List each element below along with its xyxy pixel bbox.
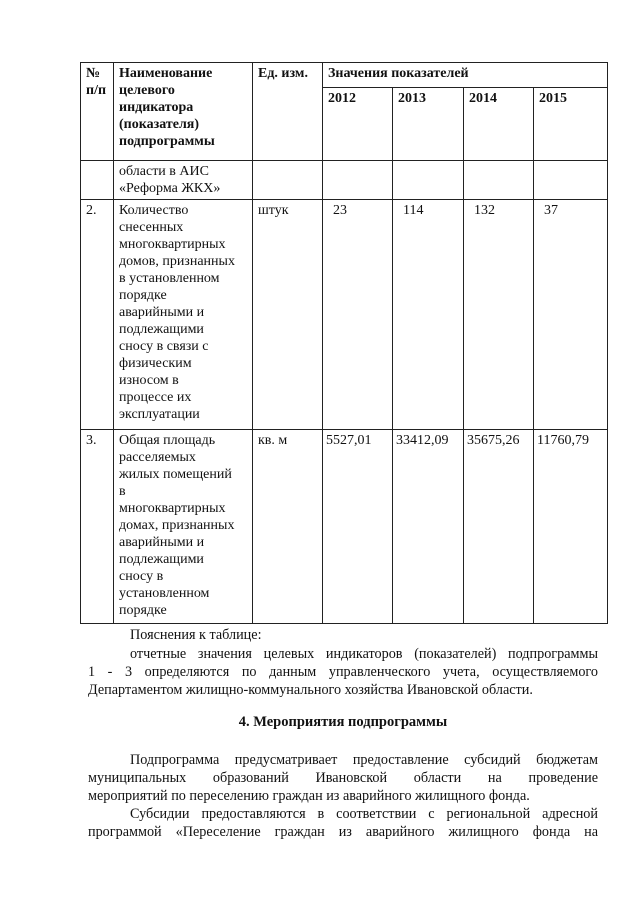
row-value (323, 161, 393, 200)
paragraph-line: Субсидии предоставляются в соответствии с региональной адресной (130, 806, 598, 822)
row-unit (253, 161, 323, 200)
notes-line: отчетные значения целевых индикаторов (показателей) подпрограммы (130, 646, 598, 662)
row-num: 2. (81, 200, 114, 430)
header-year: 2013 (393, 88, 464, 161)
row-value: 114 (393, 200, 464, 430)
row-value: 37 (534, 200, 608, 430)
row-value (534, 161, 608, 200)
row-unit: кв. м (253, 430, 323, 624)
header-year: 2015 (534, 88, 608, 161)
header-values: Значения показателей (323, 63, 608, 88)
table-row (81, 430, 608, 624)
row-num (81, 161, 114, 200)
header-num: № п/п (81, 63, 114, 161)
table-row (81, 200, 608, 430)
row-value: 11760,79 (534, 430, 608, 624)
row-name: Количество снесенных многоквартирных домов, признанных в установленном порядке аварийными и подлежащими сносу в связи с физическим износом в процессе их эксплуатации (114, 200, 253, 430)
paragraph-line: муниципальных образований Ивановской области на проведение (88, 770, 598, 786)
paragraph-line: программой «Переселение граждан из аварийного жилищного фонда на (88, 824, 598, 840)
row-value: 5527,01 (323, 430, 393, 624)
section-heading: 4. Мероприятия подпрограммы (238, 714, 448, 730)
notes-line: 1 - 3 определяются по данным управленческого учета, осуществляемого (88, 664, 598, 680)
notes-line: Департаментом жилищно-коммунального хозяйства Ивановской области. (88, 682, 533, 698)
row-value: 35675,26 (464, 430, 534, 624)
table-row (81, 161, 608, 200)
paragraph-line: Подпрограмма предусматривает предоставление субсидий бюджетам (130, 752, 598, 768)
notes-title: Пояснения к таблице: (130, 627, 262, 643)
row-name: Общая площадь расселяемых жилых помещений в многоквартирных домах, признанных аварийными и подлежащими сносу в установленном порядке (114, 430, 253, 624)
header-unit: Ед. изм. (253, 63, 323, 161)
paragraph-line: мероприятий по переселению граждан из аварийного жилищного фонда. (88, 788, 530, 804)
row-value: 33412,09 (393, 430, 464, 624)
row-value: 132 (464, 200, 534, 430)
row-unit: штук (253, 200, 323, 430)
row-value: 23 (323, 200, 393, 430)
header-year: 2014 (464, 88, 534, 161)
header-name: Наименование целевого индикатора (показателя) подпрограммы (114, 63, 253, 161)
indicators-table (80, 62, 608, 624)
row-name: области в АИС «Реформа ЖКХ» (114, 161, 253, 200)
header-year: 2012 (323, 88, 393, 161)
row-value (464, 161, 534, 200)
row-value (393, 161, 464, 200)
row-num: 3. (81, 430, 114, 624)
